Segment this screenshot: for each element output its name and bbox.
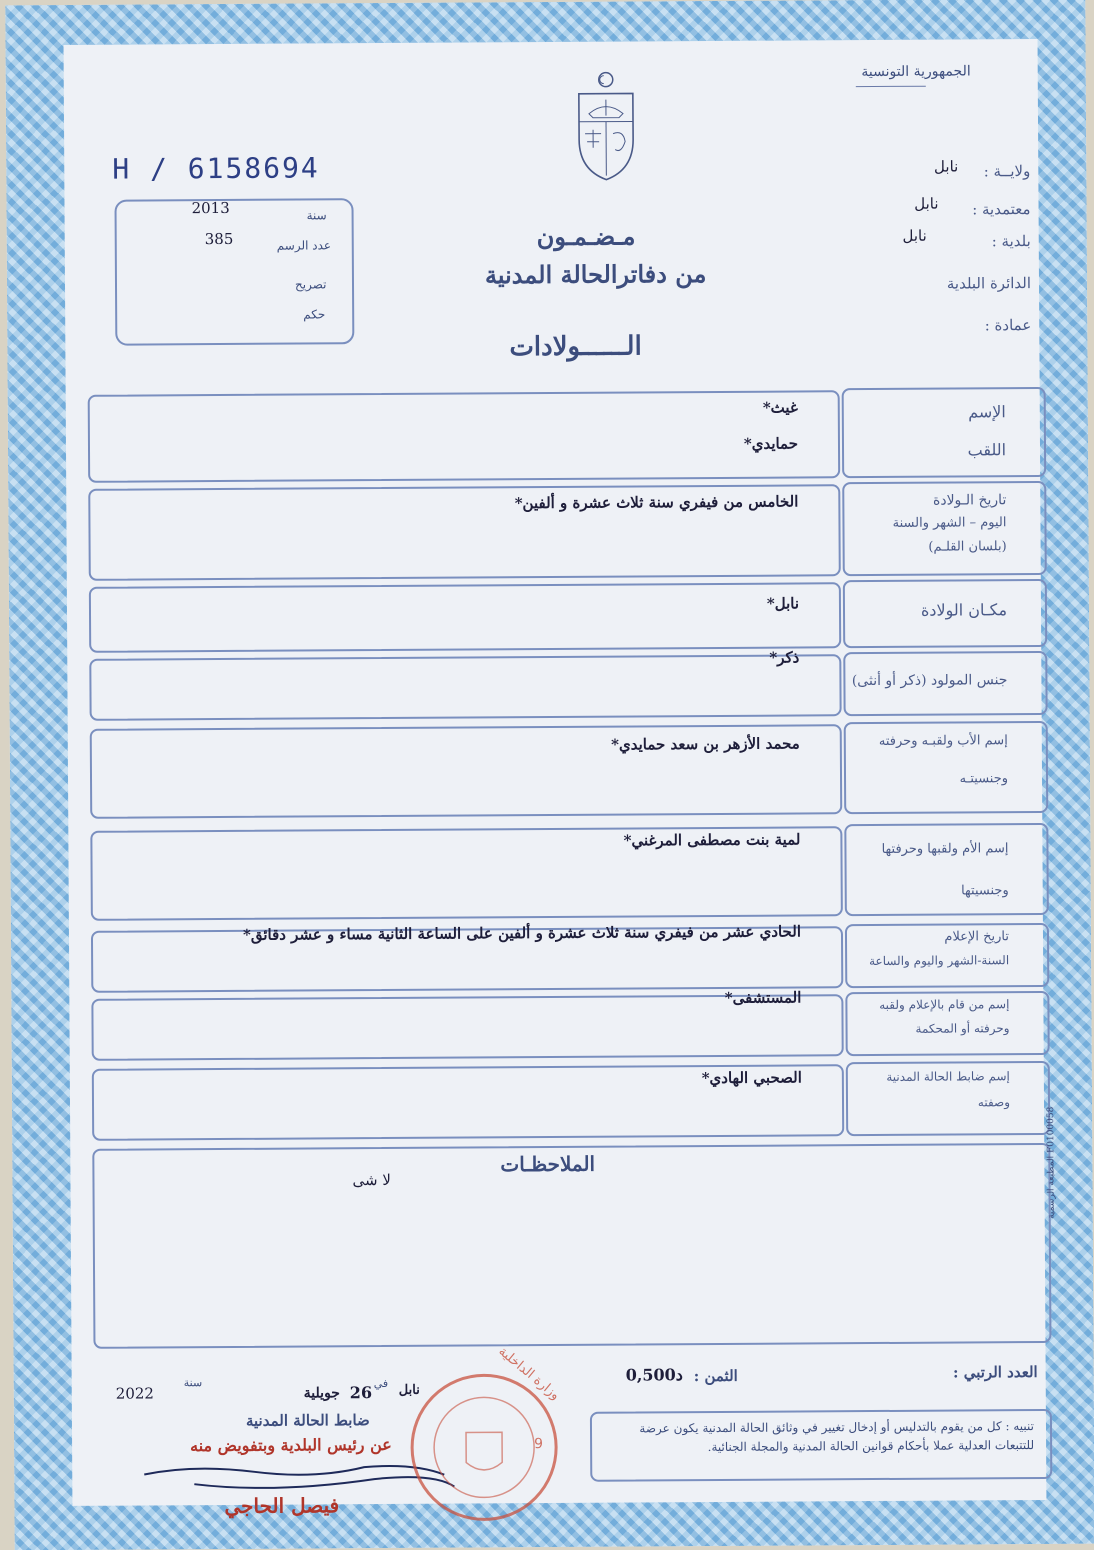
remarks-label: الملاحظـات (500, 1151, 596, 1177)
section-title: الــــــولادات (509, 331, 642, 363)
officer-label-2: وصفته (977, 1095, 1011, 1110)
sex-label: جنس المولود (ذكر أو أنثى) (851, 672, 1008, 690)
birth-place-value-box (89, 582, 841, 653)
birth-place-value: نابل* (766, 594, 800, 613)
declarant-label-2: وحرفته أو المحكمة (915, 1021, 1010, 1036)
wilaya-label: ولايــة : (983, 162, 1031, 181)
year-value: 2013 (191, 198, 230, 218)
sex-value-box (89, 654, 841, 721)
declaration-label: تصريح (294, 277, 327, 292)
baladia-value: نابل (902, 226, 927, 245)
footer-month-value: جويلية (303, 1385, 340, 1402)
father-value: محمد الأزهر بن سعد حمايدي* (611, 734, 800, 754)
year-label: سنة (306, 208, 327, 223)
coat-of-arms-icon (571, 69, 642, 181)
first-name-label: الإسم (968, 402, 1006, 422)
baladia-label: بلدية : (991, 232, 1031, 251)
mother-label-2: وجنسيتها (961, 883, 1009, 899)
daira-label: الدائرة البلدية (946, 274, 1032, 293)
mother-label-box (844, 823, 1049, 916)
price-value: 0,500د (625, 1365, 683, 1385)
officer-title: ضابط الحالة المدنية (245, 1411, 370, 1430)
printer-mark: المطبعة الرسمية F0100058 (1046, 1106, 1057, 1219)
birth-date-value: الخامس من فيفري سنة ثلاث عشرة و ألفين* (514, 492, 799, 513)
last-name-value: حمايدي* (743, 434, 799, 453)
number-label: عدد الرسم (276, 238, 332, 253)
birth-date-label-2: اليوم – الشهر والسنة (892, 515, 1007, 531)
birth-place-label: مكـان الولادة (920, 600, 1008, 620)
father-label: إسم الأب ولقبـه وحرفته (878, 733, 1008, 749)
footer-day-value: 26 (349, 1383, 373, 1403)
document-title: مـضـمـون (536, 221, 636, 252)
birth-date-label-3: (بلسان القلـم) (928, 539, 1007, 555)
mother-value: لمية بنت مصطفى المرغني* (623, 830, 801, 850)
officer-value: الصحبي الهادي* (701, 1068, 802, 1088)
wilaya-value: نابل (933, 157, 959, 176)
declaration-date-label: تاريخ الإعلام (944, 929, 1010, 945)
mootamadia-value: نابل (914, 194, 939, 213)
footer-year-label: سنة (183, 1376, 203, 1390)
declaration-date-value: الحادي عشر من فيفري سنة ثلاث عشرة و ألفين على الساعة الثانية مساء و عشر دقائق* (242, 922, 802, 944)
father-label-2: وجنسيتـه (959, 771, 1009, 787)
name-value-box (88, 390, 841, 483)
footer-place-value: نابل (398, 1382, 420, 1398)
declarant-label: إسم من قام بالإعلام ولقبه (879, 997, 1010, 1012)
last-name-label: اللقب (967, 440, 1007, 460)
officer-name-stamp: فيصل الحاجي (224, 1493, 340, 1519)
serial-number: H / 6158694 (112, 151, 320, 186)
document-sheet (5, 0, 1094, 1550)
seal-digit: 9 (534, 1436, 544, 1453)
mother-label: إسم الأم ولقبها وحرفتها (881, 841, 1009, 857)
omada-label: عمادة : (984, 316, 1032, 335)
first-name-value: غيث* (762, 398, 798, 417)
order-number-label: العدد الرتبي : (952, 1363, 1038, 1382)
number-value: 385 (204, 229, 234, 249)
price-label: الثمن : (693, 1366, 738, 1386)
footer-year-value: 2022 (115, 1384, 155, 1403)
footer-place-label: في (373, 1377, 389, 1391)
officer-label: إسم ضابط الحالة المدنية (886, 1069, 1010, 1084)
declarant-value: المستشفى* (724, 988, 802, 1007)
seal-text: وزارة الداخلية (495, 1344, 563, 1404)
republic-heading: الجمهورية التونسية (861, 63, 971, 81)
warning-text: تنبيه : كل من يقوم بالتدليس أو إدخال تغيير في وثائق الحالة المدنية يكون عرضة للتتبعات العدلية عملا بأحكام قوانين الحالة المدنية والمجلة الجنائية. (639, 1419, 1035, 1455)
name-label-box (842, 387, 1047, 478)
mootamadia-label: معتمدية : (972, 200, 1031, 219)
judgment-label: حكم (303, 307, 326, 322)
document-subtitle: من دفاترالحالة المدنية (484, 259, 707, 290)
remarks-value: لا شى (352, 1170, 391, 1190)
birth-date-label: تاريخ الـولادة (932, 492, 1007, 509)
sex-value: ذكر* (769, 648, 800, 667)
officer-subtitle-stamp: عن رئيس البلدية وبتفويض منه (190, 1434, 392, 1456)
declaration-date-label-2: السنة-الشهر واليوم والساعة (869, 953, 1010, 969)
